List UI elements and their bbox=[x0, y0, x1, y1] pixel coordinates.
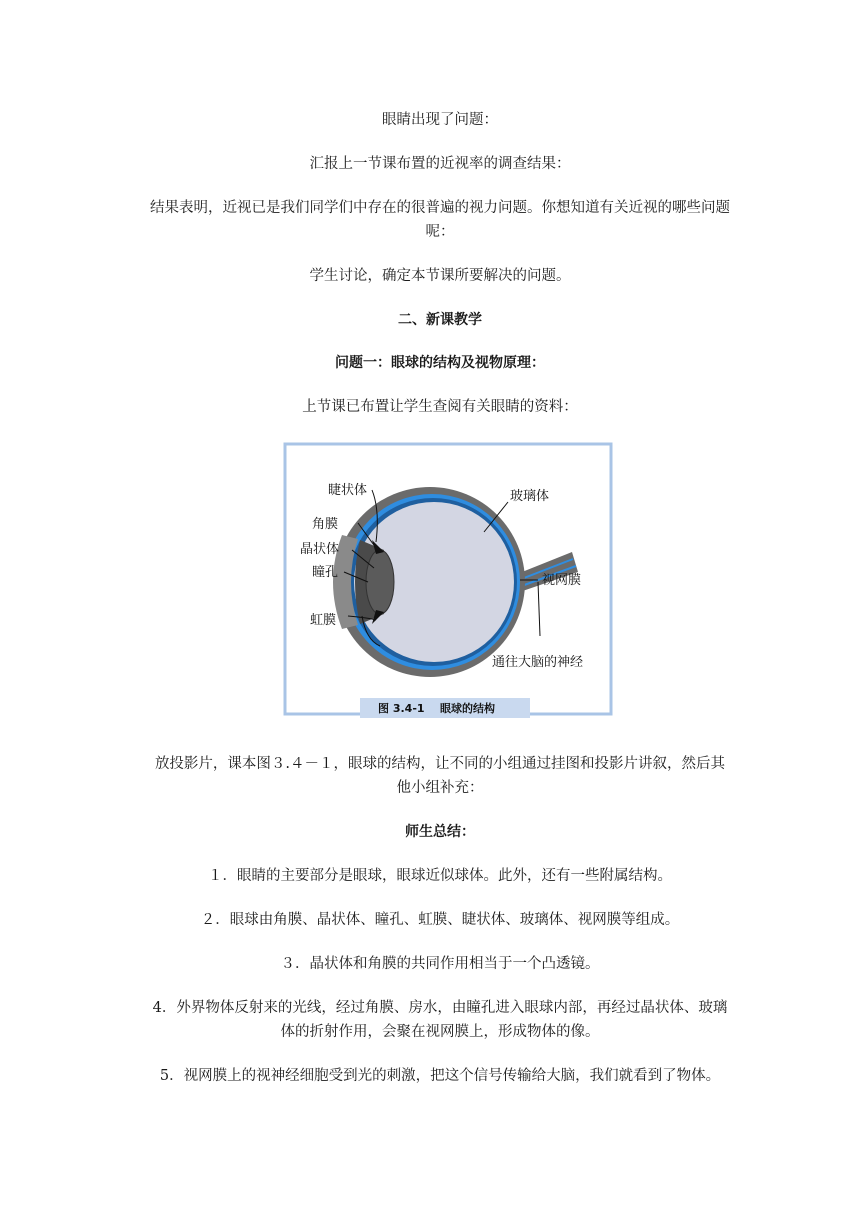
eye-structure-figure bbox=[280, 440, 616, 720]
paragraph-survey-report: 汇报上一节课布置的近视率的调查结果： bbox=[309, 156, 571, 172]
summary-item-1: １．眼睛的主要部分是眼球，眼球近似球体。此外，还有一些附属结构。 bbox=[208, 868, 672, 884]
label-lens: 晶状体 bbox=[300, 542, 340, 557]
eye-diagram bbox=[280, 440, 616, 720]
paragraph-student-discussion: 学生讨论，确定本节课所要解决的问题。 bbox=[309, 268, 571, 284]
label-iris: 虹膜 bbox=[310, 613, 337, 628]
label-pupil: 瞳孔 bbox=[312, 565, 339, 580]
caption-text: 眼球的结构 bbox=[440, 702, 495, 715]
paragraph-survey-result: 结果表明，近视已是我们同学们中存在的很普遍的视力问题。你想知道有关近视的哪些问题呢： bbox=[150, 200, 730, 240]
label-ciliary-body: 睫状体 bbox=[328, 483, 368, 498]
heading-new-lesson: 二、新课教学 bbox=[398, 312, 482, 328]
paragraph-preview-materials: 上节课已布置让学生查阅有关眼睛的资料： bbox=[302, 399, 578, 415]
label-optic-nerve: 通往大脑的神经 bbox=[492, 655, 584, 670]
label-retina: 视网膜 bbox=[542, 573, 582, 588]
paragraph-projection: 放投影片，课本图３.４－１，眼球的结构，让不同的小组通过挂图和投影片讲叙，然后其他小组补充： bbox=[154, 756, 726, 796]
summary-item-3: ３．晶状体和角膜的共同作用相当于一个凸透镜。 bbox=[280, 956, 600, 972]
heading-question-one: 问题一：眼球的结构及视物原理： bbox=[335, 355, 545, 371]
summary-item-4: 4．外界物体反射来的光线，经过角膜、房水，由瞳孔进入眼球内部，再经过晶状体、玻璃体的折射作用，会聚在视网膜上，形成物体的像。 bbox=[152, 1000, 728, 1040]
caption-number: 图 3.4-1 bbox=[378, 702, 425, 715]
label-cornea: 角膜 bbox=[312, 517, 339, 532]
summary-item-5: 5．视网膜上的视神经细胞受到光的刺激，把这个信号传输给大脑，我们就看到了物体。 bbox=[159, 1068, 721, 1084]
summary-item-2: ２．眼球由角膜、晶状体、瞳孔、虹膜、睫状体、玻璃体、视网膜等组成。 bbox=[200, 912, 680, 928]
heading-summary: 师生总结： bbox=[405, 824, 475, 840]
lens-shape bbox=[366, 550, 394, 614]
paragraph-eye-problem: 眼睛出现了问题： bbox=[382, 112, 498, 128]
label-vitreous-body: 玻璃体 bbox=[510, 489, 550, 504]
